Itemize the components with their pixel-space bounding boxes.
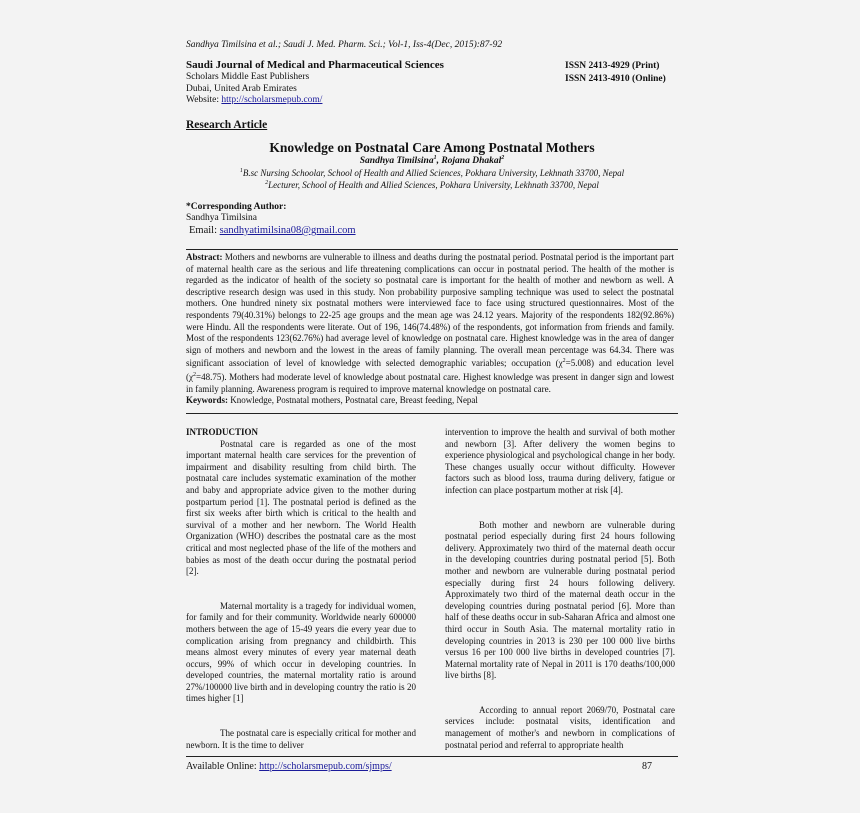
left-paragraph-1: Postnatal care is regarded as one of the most important maternal health care services for the prevention of impairment and disability resulting from child birth. The postnatal care includes systematic examination of the mother and baby and appropriate advice given to the mother during postpartum period [1]. The postnatal period is defined as the first six weeks after birth which is critical to the health and survival of a mother and her newborn. The World Health Organization (WHO) describes the postnatal care as the most critical and most neglected phase of the life of the mothers and babies as most of the death occur during the postnatal period [2]. [186, 438, 416, 577]
affiliation-2: $^2$Lecturer, School of Health and Allied Sciences, Pokhara University, Lekhnath 33700, Nepal [265, 180, 599, 190]
corresponding-name: Sandhya Timilsina [186, 213, 257, 223]
website-line [186, 95, 322, 107]
keywords-text: Knowledge, Postnatal mothers, Postnatal care, Breast feeding, Nepal [230, 395, 478, 406]
footer-available-label: Available Online: [186, 761, 260, 772]
publisher-name: Scholars Middle East Publishers [186, 72, 310, 82]
abstract-block [186, 252, 674, 407]
abstract-top-rule [186, 249, 678, 250]
left-paragraph-2: Maternal mortality is a tragedy for individual women, for family and for their community. Worldwide nearly 600000 mothers between the age of 15-49 years die every year due to complication arising from pregnancy and childbirth. This means almost every minutes of every year maternal death occurs, 99% of which occur in developing countries. In developed countries, the maternal mortality ratio is around 27%/100000 live birth and in developing country the ratio is 20 times higher [1] [186, 600, 416, 704]
issn-online: ISSN 2413-4910 (Online) [565, 73, 666, 84]
affiliation-1-text: B.sc Nursing Schoolar, School of Health and Allied Sciences, Pokhara University, Lekhnath 33700, Nepal [242, 168, 625, 178]
journal-title: Saudi Journal of Medical and Pharmaceutical Sciences [186, 59, 444, 71]
right-paragraph-2: Both mother and newborn are vulnerable during postnatal period especially during first 24 hours following delivery. Approximately two third of the maternal death occur in the developing countries during postnatal period [5]. Both mother and newborn are vulnerable during postnatal period especially during first 24 hours following delivery. Approximately two third of the maternal death occur in the developing countries during postnatal period [6]. More than half of these deaths occur in sub-Saharan Africa and almost one third occur in South Asia. The maternal mortality ratio in developing countries in 2013 is 230 per 100 000 live births versus 16 per 100 000 live births in developed countries [7]. Maternal mortality rate of Nepal in 2011 is 170 deaths/100,000 live births [8]. [445, 519, 675, 681]
abstract-bottom-rule [186, 413, 678, 414]
left-column [186, 427, 416, 751]
affiliation-2-text: Lecturer, School of Health and Allied Sciences, Pokhara University, Lekhnath 33700, Nepal [268, 180, 599, 190]
abstract-text: Mothers and newborns are vulnerable to illness and deaths during the postnatal period. Postnatal period is the important part of maternal health care as the serious and life threatening complications can occur in postnatal period. The health of the mother is regarded as the indicator of health of the society so postnatal care is important for the health of mother and newborn as well. A descriptive research design was used in this study. Non probability purposive sampling technique was used to select the postnatal mothers. One hundred ninety six postnatal mothers were interviewed face to face using structured questionnaires. Most of the respondents 79(40.31%) belongs to 22-25 age groups and the mean age was 24.12 years. Majority of the respondents 182(92.86%) were Hindu. All the respondents were literate. Out of 196, 146(74.48%) of the respondents, got information from friends and family. Most of the respondents 123(62.76%) had average level of knowledge on postnatal care. Highest knowledge was in the area of danger sign of mothers and newborn and the lowest in the areas of family planning. The overall mean percentage was 64.34. There was significant association of level of knowledge with selected demographic variables; occupation $(\chi^2=5.008)$ and education level $(\chi^2=48.75)$. Mothers had moderate level of knowledge about postnatal care. Highest knowledge was present in danger sign and lowest in family planning. Awareness program is required to improve maternal knowledge on postnatal care. [186, 252, 674, 394]
right-paragraph-1: intervention to improve the health and survival of both mother and newborn [3]. After delivery the women begins to experience physiological and psychological change in her body. These changes usually occur without difficulty. However factors such as blood loss, trauma during delivery, fatigue or infection can place postpartum mother at risk [4]. [445, 427, 675, 495]
affiliation-1: $^1$B.sc Nursing Schoolar, School of Health and Allied Sciences, Pokhara University, Lekhnath 33700, Nepal [239, 168, 625, 178]
website-label: Website: [186, 95, 222, 105]
footer-available-link[interactable]: http://scholarsmepub.com/sjmps/ [259, 761, 392, 772]
right-paragraph-3: According to annual report 2069/70, Postnatal care services include: postnatal visits, identification and management of mother's and newborn in complications of postnatal period and referral to appropriate health [445, 704, 675, 750]
right-column [445, 427, 675, 751]
issn-block [565, 60, 666, 85]
issn-print: ISSN 2413-4929 (Print) [565, 61, 660, 71]
page-number: 87 [642, 761, 652, 772]
article-title: Knowledge on Postnatal Care Among Postnatal Mothers [269, 140, 595, 155]
running-head: Sandhya Timilsina et al.; Saudi J. Med. Pharm. Sci.; Vol-1, Iss-4(Dec, 2015):87-92 [186, 40, 503, 50]
website-link[interactable]: http://scholarsmepub.com/ [221, 95, 323, 105]
intro-heading: INTRODUCTION [186, 427, 259, 437]
article-authors: Sandhya Timilsina$^1$, Rojana Dhakal$^2$ [359, 155, 505, 167]
footer-available [186, 761, 392, 772]
corresponding-email-line [189, 225, 356, 236]
left-paragraph-3: The postnatal care is especially critical for mother and newborn. It is the time to deliver [186, 728, 416, 750]
keywords-label: Keywords: [186, 395, 228, 406]
publisher-location: Dubai, United Arab Emirates [186, 83, 297, 94]
section-label: Research Article [186, 119, 268, 131]
corresponding-heading: *Corresponding Author: [186, 202, 287, 212]
abstract-label: Abstract: [186, 252, 223, 262]
footer-rule [186, 756, 678, 757]
email-label: Email: [189, 225, 220, 236]
email-link[interactable]: sandhyatimilsina08@gmail.com [219, 225, 356, 236]
publisher-block [186, 72, 322, 107]
